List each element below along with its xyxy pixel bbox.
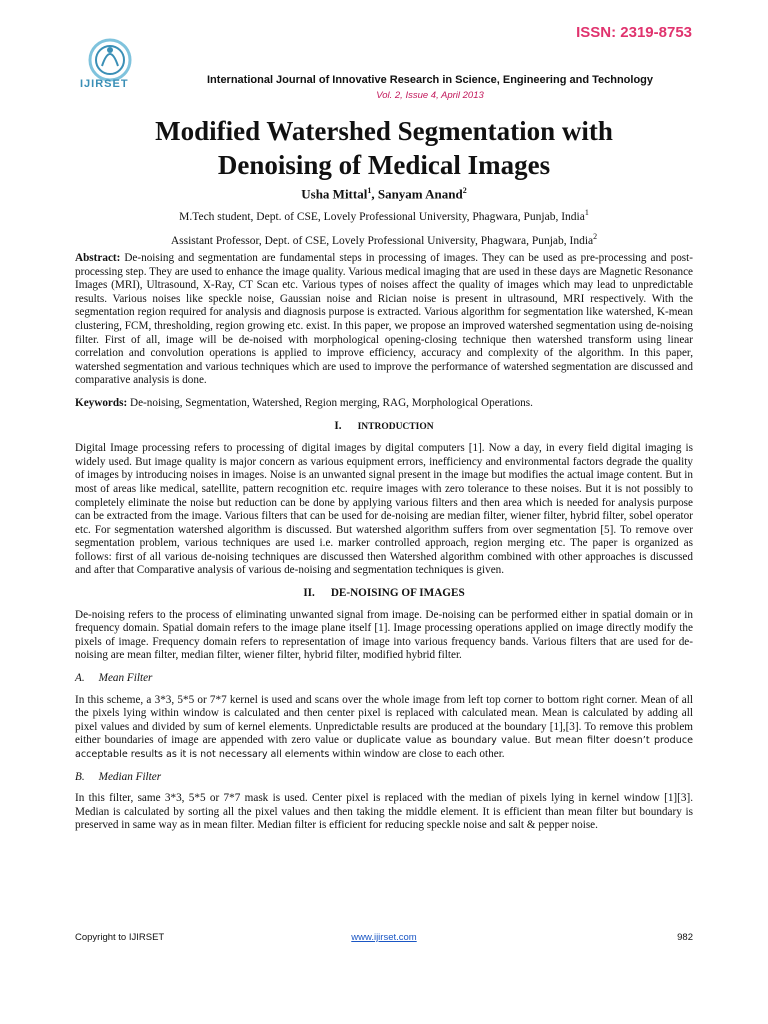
subsection-a-title: Mean Filter <box>98 672 153 685</box>
author-separator: , <box>371 186 378 202</box>
journal-name: International Journal of Innovative Research in Science, Engineering and Technology <box>207 74 653 86</box>
affiliation-1-text: M.Tech student, Dept. of CSE, Lovely Professional University, Phagwara, Punjab, India <box>179 210 585 223</box>
author-1: Usha Mittal <box>301 186 368 202</box>
authors <box>60 186 708 202</box>
author-2-sup: 2 <box>462 186 467 195</box>
logo-text: IJIRSET <box>80 78 129 90</box>
keywords-text: De-noising, Segmentation, Watershed, Region merging, RAG, Morphological Operations. <box>127 396 533 409</box>
title-line-1: Modified Watershed Segmentation with <box>155 116 613 146</box>
footer-copyright: Copyright to IJIRSET <box>75 932 165 943</box>
mean-filter-text-main: In this scheme, a 3*3, 5*5 or 7*7 kernel is used and scans over the whole image from left top corner to bottom right corner. Mean of all the pixels lying within window is calculated and then center pixel is replaced with calculated mean. Mean is calculated by adding all pixel values and divided by sum of kernel elements. Unpredictable results are produced at the boundary [1],[3]. To remove this problem either boundaries of image are appended with zero value or <box>75 693 693 747</box>
section-heading-introduction <box>75 420 693 435</box>
affiliation-1 <box>60 208 708 223</box>
paper-body <box>75 252 693 842</box>
subsection-b-title: Median Filter <box>98 770 162 783</box>
footer-link[interactable]: www.ijirset.com <box>351 932 417 943</box>
affiliation-2-sup: 2 <box>593 232 598 241</box>
volume-issue: Vol. 2, Issue 4, April 2013 <box>376 90 484 101</box>
section-1-number: I. <box>334 419 342 432</box>
mean-filter-text-end: within window are close to each other. <box>329 748 505 760</box>
author-2: Sanyam Anand <box>377 186 463 202</box>
abstract <box>75 252 693 388</box>
subsection-heading-mean-filter <box>75 672 693 686</box>
affiliation-2-text: Assistant Professor, Dept. of CSE, Lovely Professional University, Phagwara, Punjab, India <box>170 234 594 247</box>
section-heading-denoising <box>75 587 693 601</box>
mean-filter-text-alt-font: duplicate value as boundary value. But mean filter doesn’t produce acceptable results as it is not necessary all elements <box>75 735 693 760</box>
subsection-a-letter: A. <box>75 672 85 685</box>
page-number: 982 <box>677 932 693 943</box>
keywords-label: Keywords: <box>75 396 128 409</box>
introduction-text: Digital Image processing refers to processing of digital images by digital computers [1]. Now a day, in every field digital imaging is widely used. But image quality is major concern as various equipment errors, inefficiency and environmental factors degrade the quality of images by introducing noises in images. Noise is an unwanted signal present in the image but modifies the actual image content. But in most of areas like medical, satellite, pattern recognition etc. require images with zero tolerance to these noises. But it is not possibly to completely eliminate the noise but reduction can be done by applying various filters and then area which is needed for analysis purpose can be extracted from the image. Various filters that can be used for de-noising are median filter, wiener filter, hybrid filter, sobel operator etc. For segmentation watershed algorithm is discussed. But watershed algorithm suffers from over segmentation [5]. To remove over segmentation problem, various techniques are used i.e. marker controlled approach, region merging etc. The paper is organized as follows: first of all various de-noising techniques are discussed then Watershed algorithm combined with other approaches is discussed and after that Comparative analysis of various de-noising and segmentation techniques is given. <box>75 442 693 577</box>
abstract-text: De-noising and segmentation are fundamental steps in processing of images. They can be used as pre-processing and post-processing step. They are used to enhance the image quality. Various medical imaging that are used in these days are Magnetic Resonance Images (MRI), Ultrasound, X-Ray, CT Scan etc. Various types of noises affect the quality of images which may lead to unpredictable results. Various noises like speckle noise, Gaussian noise and Rician noise is present in ultrasound, MRI respectively. With the segmentation region required for analysis and diagnosis purpose is extracted. Various algorithm for segmentation like watershed, K-mean clustering, FCM, thresholding, region growing etc. exist. In this paper, we propose an improved watershed segmentation using de-noising filter. First of all, image will be de-noised with morphological opening-closing technique then watershed transform using linear correlation and convolution operations is applied to improve efficiency, accuracy and complexity of the algorithm. In this paper, watershed segmentation and various techniques which are used to improve the performance of watershed segmentation are discussed and comparative analysis is done. <box>75 252 693 387</box>
keywords <box>75 397 693 411</box>
author-1-sup: 1 <box>367 186 372 195</box>
section-1-title: INTRODUCTION <box>357 421 434 432</box>
abstract-label: Abstract: <box>75 252 121 264</box>
title-line-2: Denoising of Medical Images <box>217 150 551 180</box>
section-2-title: DE-NOISING OF IMAGES <box>330 587 465 600</box>
affiliation-1-sup: 1 <box>584 208 589 217</box>
subsection-heading-median-filter <box>75 771 693 785</box>
issn-label: ISSN: 2319-8753 <box>576 24 692 41</box>
affiliation-2 <box>60 232 708 247</box>
paper-title <box>60 114 708 182</box>
denoising-text: De-noising refers to the process of eliminating unwanted signal from image. De-noising can be performed either in spatial domain or in frequency domain. Spatial domain refers to the image plane itself [1]. Image processing operations applied on image directly modify the pixels of image. Frequency domain refers to representation of image into various frequency bands. Various filters that are used for de-noising are mean filter, median filter, wiener filter, hybrid filter, modified hybrid filter. <box>75 608 693 662</box>
section-2-number: II. <box>303 587 315 600</box>
median-filter-text: In this filter, same 3*3, 5*5 or 7*7 mask is used. Center pixel is replaced with the median of pixels lying in kernel window [1][3]. Median is calculated by sorting all the pixel values and then taking the middle element. It is efficient than mean filter but boundary is preserved in same way as in mean filter. Median filter is efficient for reducing speckle noise and salt & pepper noise. <box>75 792 693 832</box>
mean-filter-text <box>75 694 693 762</box>
subsection-b-letter: B. <box>75 770 85 783</box>
